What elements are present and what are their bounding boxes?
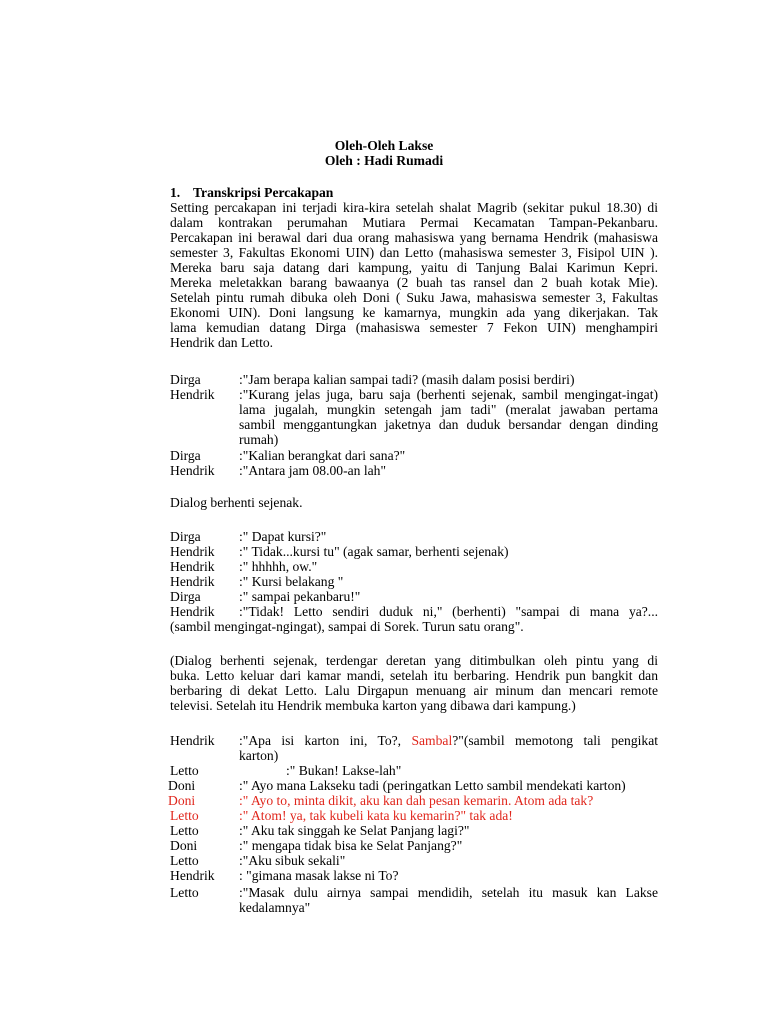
stage-line: buka. Letto keluar dari kamar mandi, setelah itu berbaring. Hendrik pun bangkit dan — [170, 668, 658, 683]
speech-text: :" Atom! ya, tak kubeli kata ku kemarin?" tak ada! — [239, 808, 513, 823]
speech-text: sambil menggantungkan jaketnya dan duduk bersandar dengan dinding — [239, 417, 658, 432]
speaker-name: Hendrik — [170, 559, 215, 574]
stage-line: (Dialog berhenti sejenak, terdengar deretan yang ditimbulkan oleh pintu yang di — [170, 653, 658, 668]
intro-line: lama kemudian datang Dirga (mahasiswa semester 7 Fekon UIN) menghampiri — [170, 320, 658, 335]
speaker-name: Hendrik — [170, 604, 215, 619]
speech-text: :"Kalian berangkat dari sana?" — [239, 448, 406, 463]
intro-line: Percakapan ini berawal dari dua orang mahasiswa yang bernama Hendrik (mahasiswa — [170, 230, 658, 245]
speech-text: :" Kursi belakang " — [239, 574, 344, 589]
intro-line: Mereka baru saja datang dari kampung, yaitu di Tanjung Balai Karimun Kepri. — [170, 260, 658, 275]
speech-text: :"Jam berapa kalian sampai tadi? (masih dalam posisi berdiri) — [239, 372, 575, 387]
speaker-name: Letto — [170, 885, 199, 900]
intro-line: Ekonomi UIN). Doni langsung ke kamarnya, mungkin ada yang dikerjakan. Tak — [170, 305, 658, 320]
section-title: Transkripsi Percakapan — [193, 185, 334, 200]
speech-text: :"Aku sibuk sekali" — [239, 853, 346, 868]
speaker-name: Letto — [170, 808, 199, 823]
speaker-name: Hendrik — [170, 463, 215, 478]
speech-text: :" hhhhh, ow." — [239, 559, 318, 574]
speaker-name: Hendrik — [170, 868, 215, 883]
stage-line: televisi. Setelah itu Hendrik membuka karton yang dibawa dari kampung.) — [170, 698, 576, 713]
speech-text: :"Tidak! Letto sendiri duduk ni," (berhenti) "sampai di mana ya?... — [239, 604, 658, 619]
speech-text: :" Bukan! Lakse-lah" — [286, 763, 402, 778]
speech-text: karton) — [239, 748, 279, 763]
intro-line: semester 3, Fakultas Ekonomi UIN) dan Letto (mahasiswa semester 3, Fisipol UIN ). — [170, 245, 658, 260]
speech-text: :" sampai pekanbaru!" — [239, 589, 361, 604]
speaker-name: Doni — [168, 793, 196, 808]
speech-text: :" Aku tak singgah ke Selat Panjang lagi?" — [239, 823, 470, 838]
speech-text: :"Masak dulu airnya sampai mendidih, setelah itu masuk kan Lakse — [239, 885, 658, 900]
speech-text: :" Tidak...kursi tu" (agak samar, berhenti sejenak) — [239, 544, 509, 559]
highlighted-word: Sambal — [411, 733, 453, 748]
speaker-name: Doni — [170, 838, 198, 853]
speech-text: :" Dapat kursi?" — [239, 529, 327, 544]
speech-text: (sambil mengingat-ngingat), sampai di Sorek. Turun satu orang". — [170, 619, 524, 634]
speaker-name: Dirga — [170, 529, 201, 544]
document-title: Oleh-Oleh Lakse — [334, 138, 434, 153]
speaker-name: Dirga — [170, 448, 201, 463]
speech-text: rumah) — [239, 432, 279, 447]
speech-text: :" mengapa tidak bisa ke Selat Panjang?" — [239, 838, 463, 853]
intro-line: Setting percakapan ini terjadi kira-kira setelah shalat Magrib (sekitar pukul 18.30) di — [170, 200, 658, 215]
speech-text: : "gimana masak lakse ni To? — [239, 868, 399, 883]
document-author: Oleh : Hadi Rumadi — [324, 153, 444, 168]
speaker-name: Hendrik — [170, 733, 215, 748]
stage-line: berbaring di dekat Letto. Lalu Dirgapun menuang air minum dan mencari remote — [170, 683, 658, 698]
speech-text: :" Ayo to, minta dikit, aku kan dah pesan kemarin. Atom ada tak? — [239, 793, 594, 808]
speaker-name: Dirga — [170, 589, 201, 604]
speaker-name: Hendrik — [170, 544, 215, 559]
speaker-name: Letto — [170, 823, 199, 838]
stage-note: Dialog berhenti sejenak. — [170, 495, 303, 510]
speech-text: kedalamnya" — [239, 900, 311, 915]
speaker-name: Hendrik — [170, 387, 215, 402]
intro-line: dalam kontrakan perumahan Mutiara Permai Kecamatan Tampan-Pekanbaru. — [170, 215, 658, 230]
speech-text — [239, 733, 658, 748]
intro-paragraph — [170, 200, 658, 350]
speaker-name: Letto — [170, 763, 199, 778]
section-number: 1. — [170, 185, 181, 200]
speech-part: :"Apa isi karton ini, To?, — [239, 733, 412, 748]
stage-paragraph — [170, 653, 658, 713]
speech-text: lama jugalah, mungkin setengah jam tadi" (meralat jawaban pertama — [239, 402, 658, 417]
speaker-name: Dirga — [170, 372, 201, 387]
intro-line: Mereka meletakkan barang bawaanya (2 buah tas ransel dan 2 buah kotak Mie). — [170, 275, 658, 290]
speech-text: :"Antara jam 08.00-an lah" — [239, 463, 386, 478]
speech-part: ?"(sambil memotong tali pengikat — [452, 733, 658, 748]
intro-line: Hendrik dan Letto. — [170, 335, 274, 350]
speech-text: :" Ayo mana Lakseku tadi (peringatkan Letto sambil mendekati karton) — [239, 778, 626, 793]
speech-text: :"Kurang jelas juga, baru saja (berhenti sejenak, sambil mengingat-ingat) — [239, 387, 658, 402]
speaker-name: Hendrik — [170, 574, 215, 589]
speaker-name: Doni — [168, 778, 196, 793]
speaker-name: Letto — [170, 853, 199, 868]
section-heading — [170, 185, 333, 200]
intro-line: Setelah pintu rumah dibuka oleh Doni ( Suku Jawa, mahasiswa semester 3, Fakultas — [170, 290, 658, 305]
